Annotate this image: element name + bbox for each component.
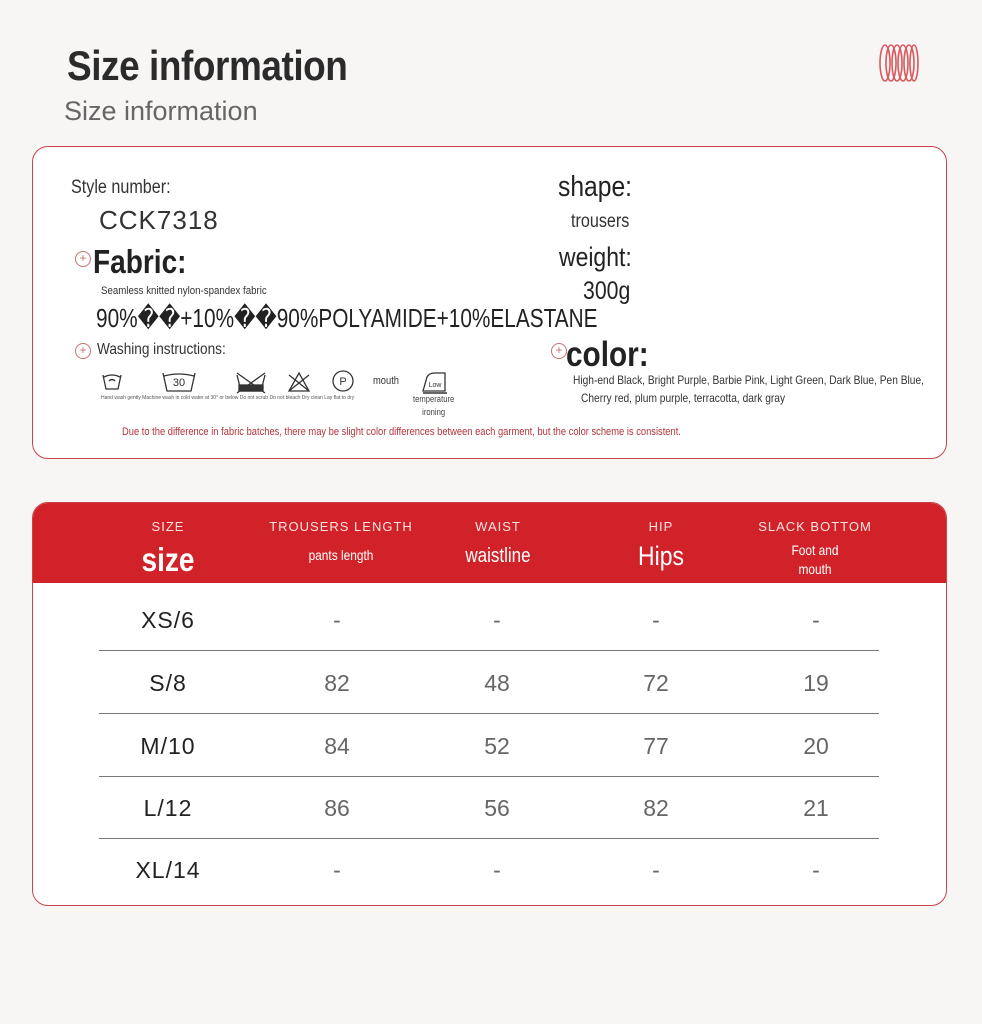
plus-icon: +	[75, 251, 91, 267]
page-title: Size information	[67, 42, 348, 89]
hand-wash-icon	[103, 375, 121, 389]
do-not-scrub-icon	[237, 373, 265, 393]
svg-text:Low: Low	[428, 382, 442, 389]
iron-caption: temperature ironing	[413, 394, 455, 417]
plus-icon: +	[551, 343, 567, 359]
color-difference-note: Due to the difference in fabric batches, there may be slight color differences between each garment, but the color scheme is consistent.	[122, 426, 681, 438]
fabric-description: Seamless knitted nylon-spandex fabric	[101, 285, 267, 297]
product-info-card	[32, 146, 947, 459]
size-table-header: SIZE size TROUSERS LENGTH pants length WAIST waistline HIP Hips SLACK BOTTOM Foot and mouth	[33, 503, 946, 583]
plus-icon: +	[75, 343, 91, 359]
table-row: L/12 86 56 82 21	[99, 777, 879, 839]
washing-caption: Hand wash gently Machine wash in cold water at 30° or below Do not scrub Do not bleach Dry clean Lay flat to dry	[101, 395, 355, 401]
svg-text:30: 30	[172, 377, 186, 389]
color-values-line-1: High-end Black, Bright Purple, Barbie Pink, Light Green, Dark Blue, Pen Blue,	[573, 373, 924, 387]
table-row: XL/14 - - - -	[135, 857, 820, 883]
style-number-label: Style number:	[71, 177, 171, 198]
washing-symbols	[101, 369, 411, 397]
weight-value: 300g	[583, 277, 631, 305]
shape-value: trousers	[571, 211, 630, 232]
fabric-composition: 90%��+10%��90%POLYAMIDE+10%ELASTANE	[96, 303, 598, 333]
washing-instructions-label: Washing instructions:	[97, 341, 226, 358]
table-row: M/10 84 52 77 20	[99, 715, 879, 777]
fabric-label: Fabric:	[93, 243, 187, 280]
page-subtitle: Size information	[64, 96, 258, 126]
do-not-bleach-icon	[289, 373, 309, 391]
mouth-label: mouth	[373, 375, 399, 387]
color-values-line-2: Cherry red, plum purple, terracotta, dark gray	[581, 391, 786, 405]
coil-icon	[878, 42, 920, 84]
color-label: color:	[566, 335, 649, 374]
table-row: S/8 82 48 72 19	[99, 652, 879, 714]
shape-label: shape:	[558, 171, 633, 203]
weight-label: weight:	[559, 242, 632, 272]
size-table	[32, 502, 947, 906]
low-iron-icon	[421, 369, 449, 395]
table-row: XS/6 - - - -	[99, 589, 879, 651]
style-number-value: CCK7318	[99, 205, 219, 235]
svg-text:P: P	[339, 376, 347, 388]
